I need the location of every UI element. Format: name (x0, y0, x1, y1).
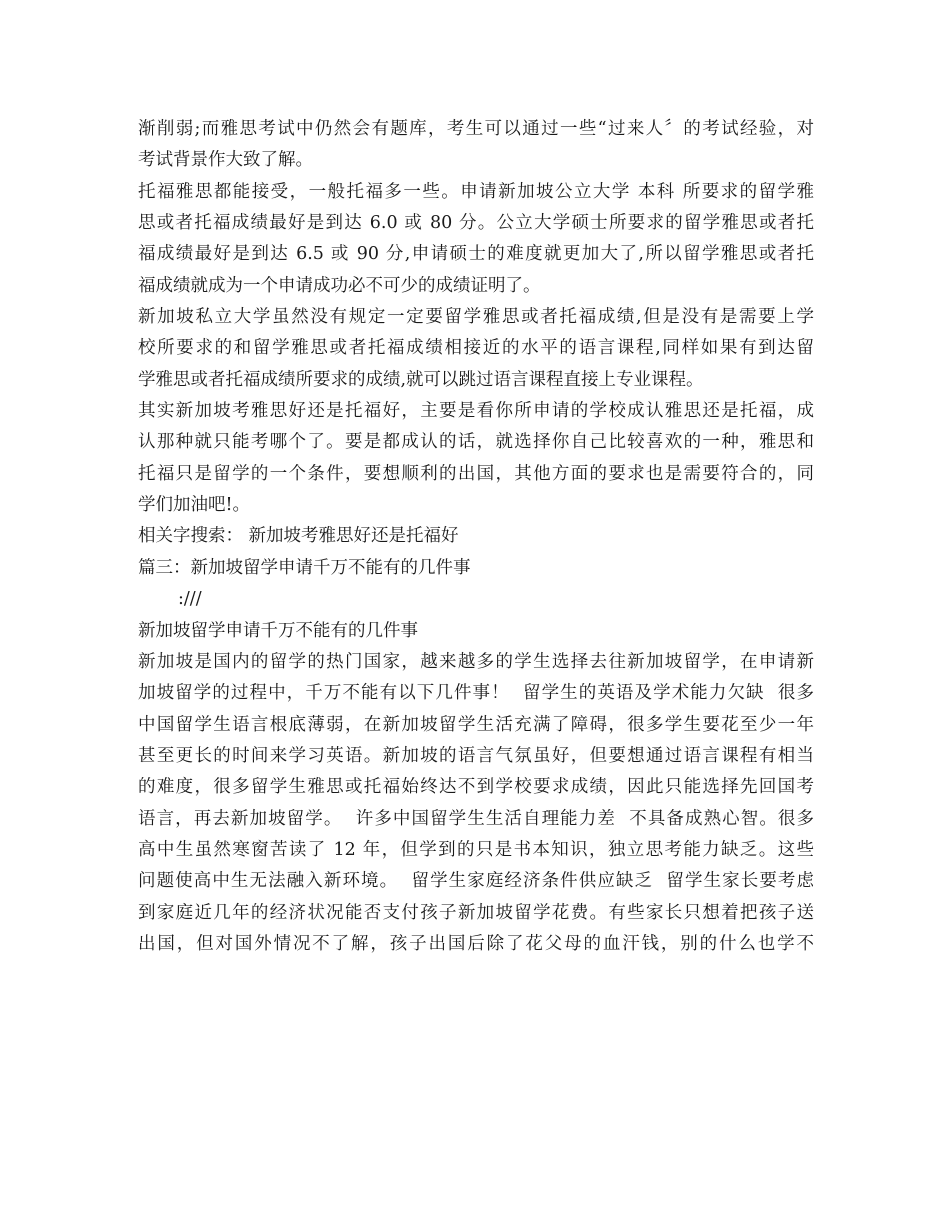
text-line: 渐削弱;而雅思考试中仍然会有题库，考生可以通过一些“过来人〞的考试经验，对 (138, 119, 814, 139)
text-line: 福成绩最好是到达 6.5 或 90 分,申请硕士的难度就更加大了,所以留学雅思或者托 (138, 244, 814, 265)
text-line: 中国留学生语言根底薄弱，在新加坡留学生活充满了障碍，很多学生要花至少一年 (138, 714, 814, 735)
text-line: 新加坡私立大学虽然没有规定一定要留学雅思或者托福成绩,但是没有是需要上学 (138, 307, 814, 328)
text-line: 托福只是留学的一个条件，要想顺利的出国，其他方面的要求也是需要符合的，同 (138, 463, 814, 484)
text-line: 福成绩就成为一个申请成功必不可少的成绩证明了。 (138, 275, 541, 296)
text-line: 高中生虽然寒窗苦读了 12 年，但学到的只是书本知识，独立思考能力缺乏。这些 (138, 839, 814, 860)
text-line: 其实新加坡考雅思好还是托福好，主要是看你所申请的学校成认雅思还是托福，成 (138, 401, 814, 422)
text-line: 语言，再去新加坡留学。 许多中国留学生生活自理能力差 不具备成熟心智。很多 (138, 808, 814, 829)
url-line: :/// (178, 589, 202, 610)
text-line: 的难度，很多留学生雅思或托福始终达不到学校要求成绩，因此只能选择先回国考 (138, 777, 814, 798)
text-line: 学雅思或者托福成绩所要求的成绩,就可以跳过语言课程直接上专业课程。 (138, 369, 704, 390)
document-page (138, 114, 814, 960)
text-line: 学们加油吧!。 (138, 495, 251, 516)
text-line: 校所要求的和留学雅思或者托福成绩相接近的水平的语言课程,同样如果有到达留 (138, 338, 814, 359)
text-line: 认那种就只能考哪个了。要是都成认的话，就选择你自己比较喜欢的一种，雅思和 (138, 432, 814, 453)
text-line: 思或者托福成绩最好是到达 6.0 或 80 分。公立大学硕士所要求的留学雅思或者托 (138, 213, 814, 234)
text-line: 出国，但对国外情况不了解，孩子出国后除了花父母的血汗钱，别的什么也学不 (138, 933, 814, 954)
related-search-line: 相关字搜索： 新加坡考雅思好还是托福好 (138, 526, 459, 547)
text-line: 新加坡是国内的留学的热门国家，越来越多的学生选择去往新加坡留学，在申请新 (138, 651, 814, 672)
text-line: 甚至更长的时间来学习英语。新加坡的语言气氛虽好，但要想通过语言课程有相当 (138, 745, 814, 766)
text-line: 考试背景作大致了解。 (138, 150, 313, 171)
article-title: 新加坡留学申请千万不能有的几件事 (138, 620, 418, 641)
text-line: 加坡留学的过程中，千万不能有以下几件事！ 留学生的英语及学术能力欠缺 很多 (138, 683, 814, 704)
text-line: 问题使高中生无法融入新环境。 留学生家庭经济条件供应缺乏 留学生家长要考虑 (138, 871, 814, 892)
text-line: 到家庭近几年的经济状况能否支付孩子新加坡留学花费。有些家长只想着把孩子送 (138, 902, 814, 923)
text-line: 托福雅思都能接受，一般托福多一些。申请新加坡公立大学 本科 所要求的留学雅 (138, 181, 814, 202)
section-heading: 篇三：新加坡留学申请千万不能有的几件事 (138, 557, 471, 578)
